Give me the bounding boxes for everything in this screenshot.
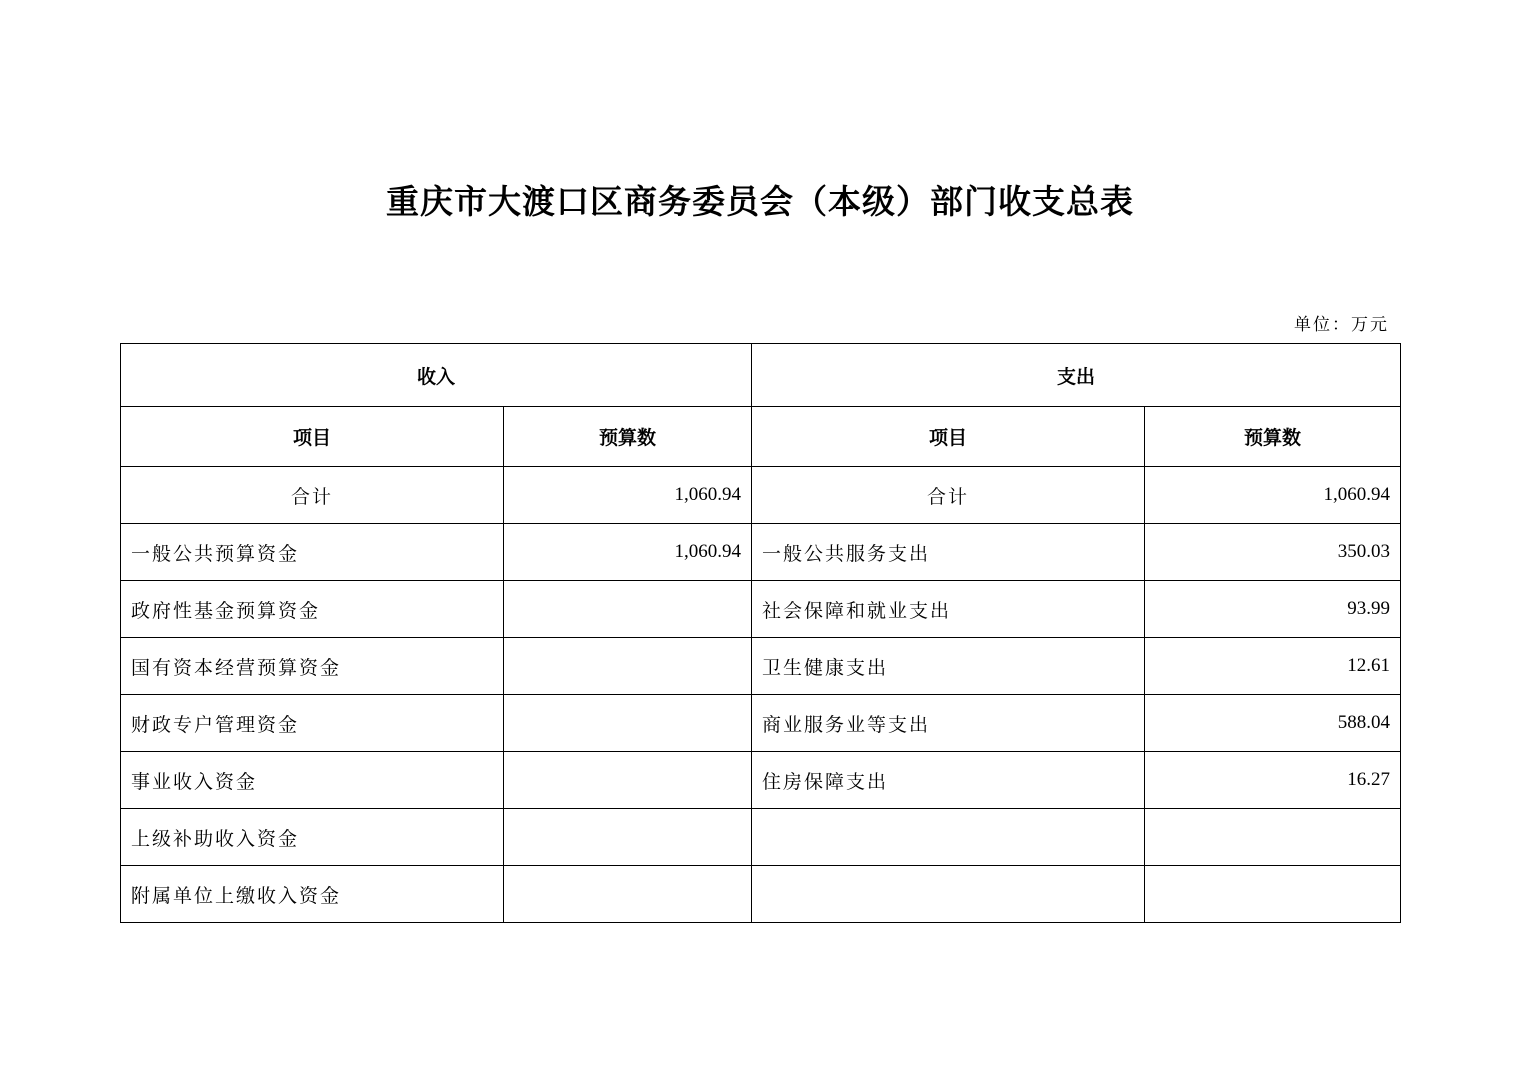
income-value xyxy=(504,809,752,866)
expense-total-value: 1,060.94 xyxy=(1145,467,1401,524)
expense-budget-column-header: 预算数 xyxy=(1145,407,1401,467)
income-item: 财政专户管理资金 xyxy=(121,695,504,752)
expense-total-label: 合计 xyxy=(752,467,1145,524)
total-row xyxy=(121,467,1401,524)
table-row xyxy=(121,866,1401,923)
unit-label: 单位：万元 xyxy=(1294,315,1389,335)
expense-item: 住房保障支出 xyxy=(752,752,1145,809)
expense-value: 12.61 xyxy=(1145,638,1401,695)
income-item: 一般公共预算资金 xyxy=(121,524,504,581)
table-row xyxy=(121,638,1401,695)
section-header-row xyxy=(121,344,1401,407)
expense-item xyxy=(752,809,1145,866)
income-item: 上级补助收入资金 xyxy=(121,809,504,866)
column-header-row xyxy=(121,407,1401,467)
income-item: 政府性基金预算资金 xyxy=(121,581,504,638)
expense-item: 社会保障和就业支出 xyxy=(752,581,1145,638)
income-item: 附属单位上缴收入资金 xyxy=(121,866,504,923)
expense-item: 卫生健康支出 xyxy=(752,638,1145,695)
income-value xyxy=(504,752,752,809)
expense-value: 350.03 xyxy=(1145,524,1401,581)
budget-table xyxy=(120,343,1401,923)
income-value: 1,060.94 xyxy=(504,524,752,581)
expense-item: 商业服务业等支出 xyxy=(752,695,1145,752)
income-item: 事业收入资金 xyxy=(121,752,504,809)
table-row xyxy=(121,581,1401,638)
expense-value: 16.27 xyxy=(1145,752,1401,809)
expense-header: 支出 xyxy=(752,344,1401,407)
income-item: 国有资本经营预算资金 xyxy=(121,638,504,695)
expense-item: 一般公共服务支出 xyxy=(752,524,1145,581)
income-value xyxy=(504,638,752,695)
expense-item xyxy=(752,866,1145,923)
income-header: 收入 xyxy=(121,344,752,407)
table-row xyxy=(121,809,1401,866)
table-row xyxy=(121,752,1401,809)
income-value xyxy=(504,695,752,752)
expense-value xyxy=(1145,809,1401,866)
income-total-value: 1,060.94 xyxy=(504,467,752,524)
income-value xyxy=(504,581,752,638)
income-item-column-header: 项目 xyxy=(121,407,504,467)
expense-value: 588.04 xyxy=(1145,695,1401,752)
table-row xyxy=(121,695,1401,752)
expense-value: 93.99 xyxy=(1145,581,1401,638)
income-total-label: 合计 xyxy=(121,467,504,524)
income-budget-column-header: 预算数 xyxy=(504,407,752,467)
expense-item-column-header: 项目 xyxy=(752,407,1145,467)
income-value xyxy=(504,866,752,923)
expense-value xyxy=(1145,866,1401,923)
page-title: 重庆市大渡口区商务委员会（本级）部门收支总表 xyxy=(386,182,1134,221)
table-row xyxy=(121,524,1401,581)
